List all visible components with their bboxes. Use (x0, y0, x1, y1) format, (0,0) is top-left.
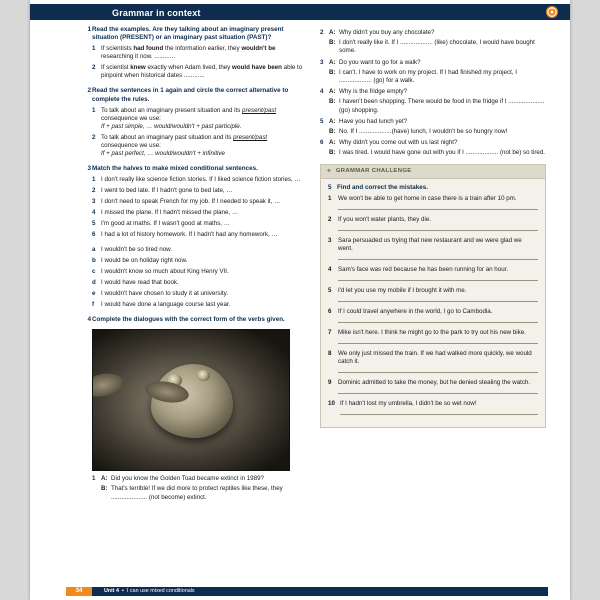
answer-line[interactable] (338, 204, 538, 210)
target-icon (546, 6, 558, 18)
item-letter: f (92, 301, 95, 309)
answer-line[interactable] (338, 275, 538, 281)
item-text-mid: exactly when Adam lived, they (145, 64, 233, 72)
item-number: 2 (92, 64, 96, 72)
match-half[interactable] (92, 198, 304, 206)
item-letter: a (92, 246, 96, 254)
dialogue-line (329, 88, 548, 96)
answer-line[interactable] (338, 317, 538, 323)
match-ending[interactable] (92, 290, 304, 298)
item-text: If I hadn't lost my umbrella, I didn't be so wet now! (340, 399, 477, 407)
right-column (320, 26, 548, 428)
rule-option[interactable]: present/past (242, 106, 277, 114)
mistake-item[interactable] (328, 266, 538, 281)
footer-text (104, 588, 195, 594)
match-half[interactable] (92, 220, 304, 228)
exercise-1 (87, 26, 304, 80)
item-number: 4 (328, 265, 332, 273)
dialogue-line (329, 98, 548, 114)
answer-line[interactable] (338, 254, 538, 260)
dialogue-line (329, 139, 548, 147)
dialogue-1 (92, 475, 304, 502)
unit-separator: ▪ (120, 588, 126, 594)
unit-label: Unit 4 (104, 588, 119, 594)
golden-toad-photo (92, 329, 290, 471)
rule-text-b: consequence we use: (101, 141, 161, 149)
item-text: I would have read that book. (101, 279, 179, 287)
exercise-number: 4 (87, 316, 91, 324)
item-text: I wouldn't know so much about King Henry VII. (101, 268, 229, 276)
item-number: 6 (328, 307, 332, 315)
exercise-item (92, 64, 304, 80)
item-text-mid: the information earlier, they (163, 45, 242, 53)
answer-line[interactable] (338, 338, 538, 344)
rule-text-a: To talk about an imaginary past situation and its (101, 133, 234, 141)
dialogue-text[interactable]: I was tired. I would have gone out with you if I ................... (not be) so tired. (339, 149, 546, 157)
speaker-label: B: (101, 485, 108, 493)
match-half[interactable] (92, 176, 304, 184)
item-text: If you won't water plants, they die. (338, 215, 432, 223)
unit-objective: I can use mixed conditionals (126, 588, 195, 594)
match-ending[interactable] (92, 246, 304, 254)
dialogue-line (329, 69, 548, 85)
exercise-rubric: Complete the dialogues with the correct form of the verbs given. (92, 316, 285, 324)
grammar-challenge-body (321, 179, 545, 415)
answer-line[interactable] (338, 225, 538, 231)
dialogue-text: Do you want to go for a walk? (339, 58, 421, 66)
item-text-pre: If scientist (101, 64, 131, 72)
match-half[interactable] (92, 231, 304, 239)
mistake-item[interactable] (328, 350, 538, 373)
item-text-pre: If scientists (101, 45, 134, 53)
dialogue-5 (320, 118, 548, 136)
item-text-post[interactable]: able to pinpoint when historical dates ............ (101, 64, 303, 80)
dialogue-text[interactable]: I don't really like it. If I ................... (like) chocolate, I would have bought some. (339, 39, 535, 55)
item-number: 7 (328, 328, 332, 336)
match-ending[interactable] (92, 301, 304, 309)
exercise-rubric: Find and correct the mistakes. (337, 183, 428, 191)
item-text: Dominic admitted to take the money, but he denied stealing the watch. (338, 378, 531, 386)
item-number: 4 (92, 209, 96, 217)
mistake-item[interactable] (328, 216, 538, 231)
mistake-item[interactable] (328, 379, 538, 394)
dialogue-line (329, 39, 548, 55)
item-text: Sam's face was red because he has been running for an hour. (338, 265, 509, 273)
rule-option[interactable]: present/past (233, 133, 268, 141)
dialogue-4 (320, 88, 548, 115)
workbook-page (30, 0, 570, 600)
item-bold-2: wouldn't be (241, 45, 276, 53)
item-text: I would have done a language course last year. (101, 301, 231, 309)
mistake-item[interactable] (328, 195, 538, 210)
item-text: I'm good at maths. If I wasn't good at maths, … (101, 220, 230, 228)
dialogue-2 (320, 29, 548, 56)
exercise-2 (87, 87, 304, 157)
item-number: 5 (328, 286, 332, 294)
item-text: I wouldn't be so tired now. (101, 246, 173, 254)
item-text: Sara persuaded us trying that new restaurant and we were glad we went. (338, 236, 522, 252)
item-number: 3 (320, 58, 324, 66)
rule-item (92, 134, 304, 158)
grammar-challenge-title: GRAMMAR CHALLENGE (335, 168, 412, 175)
page-number: 34 (66, 587, 92, 596)
rule-formula: If + past perfect, … would/wouldn't + infinitive (101, 149, 225, 157)
item-number: 6 (92, 231, 96, 239)
item-text: I'd let you use my mobile if I brought it with me. (338, 286, 467, 294)
mistake-item[interactable] (328, 308, 538, 323)
page-title: Grammar in context (112, 8, 201, 18)
dialogue-text: Why didn't you come out with us last night? (339, 139, 458, 147)
speaker-label: A: (329, 139, 336, 147)
match-half[interactable] (92, 187, 304, 195)
speaker-label: A: (101, 475, 108, 483)
rule-text-b: consequence we use: (101, 114, 161, 122)
speaker-label: B: (329, 98, 336, 106)
item-number: 1 (92, 176, 96, 184)
mistake-item[interactable] (328, 329, 538, 344)
dialogue-text: Did you know the Golden Toad became extinct in 1989? (111, 475, 264, 483)
item-text: We only just missed the train. If we had walked more quickly, we would catch it. (338, 349, 532, 365)
item-number: 3 (92, 198, 96, 206)
toad-leg-left (92, 370, 125, 400)
exercise-number: 5 (328, 183, 332, 191)
exercise-rubric: Match the halves to make mixed conditional sentences. (92, 164, 258, 172)
answer-line[interactable] (340, 409, 538, 415)
item-number: 5 (92, 220, 96, 228)
left-column (87, 26, 304, 509)
item-number: 2 (328, 215, 332, 223)
item-text: We won't be able to get home in case there is a train after 10 pm. (338, 194, 517, 202)
item-text: I went to bed late. If I hadn't gone to bed late, … (101, 187, 233, 195)
rule-text-a: To talk about an imaginary present situation and its (101, 106, 243, 114)
dialogue-line (329, 149, 548, 157)
rule-item (92, 107, 304, 131)
item-number: 1 (328, 194, 332, 202)
item-number: 1 (92, 106, 96, 114)
dialogue-text: Why didn't you buy any chocolate? (339, 29, 435, 36)
dialogue-line (329, 29, 548, 37)
item-number: 6 (320, 139, 324, 147)
mistake-item[interactable] (328, 237, 538, 260)
item-number: 1 (92, 45, 96, 53)
dialogue-6 (320, 139, 548, 157)
dialogue-line (329, 118, 548, 126)
exercise-number: 3 (87, 164, 91, 172)
page-footer (30, 586, 570, 600)
speaker-label: B: (329, 128, 336, 136)
dialogue-line (329, 128, 548, 136)
dialogue-line (101, 485, 304, 501)
dialogue-text: Have you had lunch yet? (339, 117, 408, 125)
item-text: I don't need to speak French for my job. If I needed to speak it, … (101, 198, 281, 206)
item-number: 3 (328, 236, 332, 244)
item-number: 2 (92, 133, 96, 141)
item-letter: e (92, 290, 96, 298)
page-header (30, 4, 570, 20)
dialogue-text[interactable]: No. If I ...................(have) lunch, I wouldn't be so hungry now! (339, 128, 508, 136)
dialogue-text[interactable]: I can't. I have to work on my project. If I had finished my project, I ................... (go) for a walk. (339, 68, 517, 85)
item-text: I had a lot of history homework. If I hadn't had any homework, … (101, 231, 278, 239)
answer-line[interactable] (338, 296, 538, 302)
footer-bar (92, 587, 548, 596)
speaker-label: B: (329, 68, 336, 76)
answer-line[interactable] (338, 388, 538, 394)
exercise-number: 2 (87, 87, 91, 95)
item-text-post[interactable]: researching it now. ............ (101, 53, 175, 61)
item-bold-1: knew (130, 64, 146, 72)
exercise-rubric: Read the sentences in 1 again and circle the correct alternative to complete the rules. (92, 87, 289, 103)
speaker-label: A: (329, 58, 336, 66)
toad-eye-right (197, 370, 210, 381)
item-letter: d (92, 279, 96, 287)
item-text: If I could travel anywhere in the world, I go to Cambodia. (338, 307, 493, 315)
dialogue-text[interactable]: I haven't been shopping. There would be food in the fridge if I ..................... (go) shopping. (339, 98, 545, 114)
exercise-3 (87, 164, 304, 309)
match-ending[interactable] (92, 268, 304, 276)
grammar-challenge-box (320, 164, 546, 428)
item-number: 1 (92, 475, 96, 483)
speaker-label: A: (329, 88, 336, 96)
dialogue-text[interactable]: That's terrible! If we did more to protect reptiles like these, they ..................... (not become) extinct. (111, 485, 283, 501)
item-text: I missed the plane. If I hadn't missed the plane, … (101, 209, 239, 217)
speaker-label: B: (329, 149, 336, 157)
item-text: I wouldn't have chosen to study it at university. (101, 290, 228, 298)
speaker-label: B: (329, 39, 336, 47)
match-ending[interactable] (92, 257, 304, 265)
match-half[interactable] (92, 209, 304, 217)
item-number: 2 (92, 187, 96, 195)
mistake-item[interactable] (328, 400, 538, 415)
dialogue-line (329, 59, 548, 67)
item-number: 9 (328, 378, 332, 386)
exercise-rubric: Read the examples. Are they talking about an imaginary present situation (PRESENT) or an imaginary past situation (PAST)? (92, 26, 284, 42)
grammar-challenge-header (321, 165, 545, 179)
item-number: 8 (328, 349, 332, 357)
item-number: 2 (320, 29, 324, 36)
match-ending[interactable] (92, 279, 304, 287)
item-text: Mike isn't here. I think he might go to the park to try out his new bike. (338, 328, 526, 336)
dialogue-3 (320, 59, 548, 86)
item-bold-2: would have been (232, 64, 282, 72)
item-number: 4 (320, 88, 324, 96)
item-bold-1: had found (133, 45, 164, 53)
dialogue-line (101, 475, 304, 483)
item-text: I would be on holiday right now. (101, 257, 188, 265)
speaker-label: A: (329, 117, 336, 125)
dialogue-text: Why is the fridge empty? (339, 88, 408, 96)
item-text: I don't really like science fiction stories. If I liked science fiction stories, … (101, 176, 301, 184)
star-icon: ✦ (326, 168, 332, 176)
speaker-label: A: (329, 29, 336, 36)
exercise-4 (87, 316, 304, 502)
answer-line[interactable] (338, 367, 538, 373)
item-number: 5 (320, 117, 324, 125)
exercise-item (92, 45, 304, 61)
rule-formula: If + past simple, … would/wouldn't + past participle. (101, 122, 242, 130)
mistake-item[interactable] (328, 287, 538, 302)
item-letter: c (92, 268, 96, 276)
item-number: 10 (328, 399, 335, 407)
item-letter: b (92, 257, 96, 265)
exercise-number: 1 (87, 26, 91, 33)
